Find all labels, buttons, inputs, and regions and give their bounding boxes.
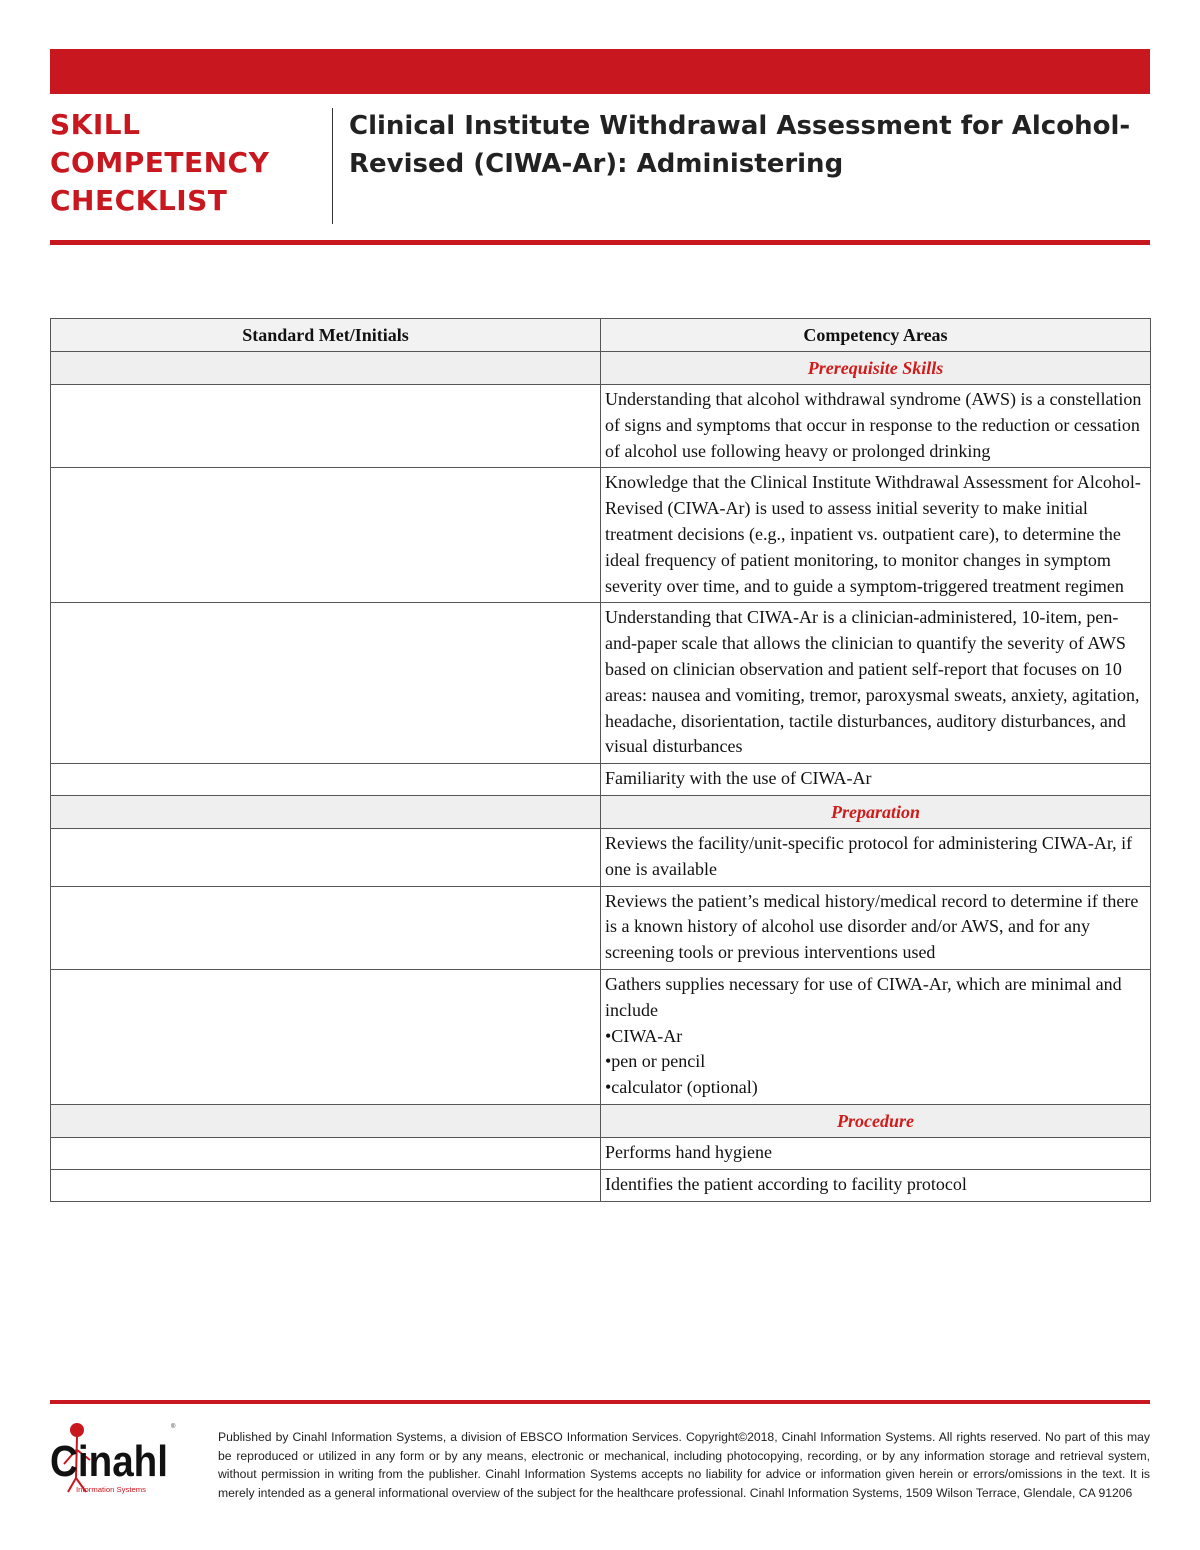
- header-rule: [50, 240, 1150, 245]
- competency-text: Gathers supplies necessary for use of CIWA-Ar, which are minimal and include: [605, 973, 1122, 1020]
- competency-text: Understanding that CIWA-Ar is a clinician-administered, 10-item, pen-and-paper scale that allows the clinician to quantify the severity of AWS based on clinician observation and patient self-report that focuses on 10 areas: nausea and vomiting, tremor, paroxysmal sweats, anxiety, agitation, headache, disorientation, tactile disturbances, auditory disturbances, and visual disturbances: [605, 607, 1140, 757]
- table-row: [51, 764, 1151, 796]
- competency-text: Identifies the patient according to facility protocol: [605, 1173, 967, 1194]
- standard-met-initials-cell[interactable]: [51, 385, 601, 468]
- section-header-row: [51, 1104, 1151, 1137]
- standard-met-initials-cell[interactable]: [51, 603, 601, 764]
- table-row: [51, 468, 1151, 603]
- section-title: Preparation: [601, 795, 1151, 828]
- table-row: [51, 969, 1151, 1104]
- competency-text: •calculator (optional): [605, 1077, 758, 1098]
- competency-text: Familiarity with the use of CIWA-Ar: [605, 768, 872, 789]
- standard-met-initials-cell[interactable]: [51, 468, 601, 603]
- section-header-row: [51, 352, 1151, 385]
- table-row: [51, 385, 1151, 468]
- section-title: Procedure: [601, 1104, 1151, 1137]
- standard-met-initials-cell[interactable]: [51, 1137, 601, 1169]
- cinahl-logo-wordmark: Cinahl: [50, 1437, 168, 1486]
- competency-text: Reviews the facility/unit-specific protocol for administering CIWA-Ar, if one is available: [605, 832, 1133, 879]
- column-header-competency-areas: Competency Areas: [601, 319, 1151, 352]
- label-line: SKILL: [50, 108, 141, 141]
- competency-text: •CIWA-Ar: [605, 1025, 683, 1046]
- cinahl-logo-tagline: Information Systems: [76, 1487, 147, 1494]
- section-title: Prerequisite Skills: [601, 352, 1151, 385]
- standard-met-initials-cell[interactable]: [51, 886, 601, 969]
- competency-checklist-table: [50, 318, 1151, 1202]
- cinahl-logo: [50, 1420, 178, 1500]
- copyright-notice: Published by Cinahl Information Systems, a division of EBSCO Information Services. Copyright©2018, Cinahl Information Systems. All rights reserved. No part of this may be reproduced or utilized in any form or by any means, electronic or mechanical, including photocopying, recording, or by any information storage and retrieval system, without permission in writing from the publisher. Cinahl Information Systems accepts no liability for advice or information given herein or errors/omissions in the text. It is merely intended as a general informational overview of the subject for the healthcare professional. Cinahl Information Systems, 1509 Wilson Terrace, Glendale, CA 91206: [218, 1430, 1150, 1500]
- table-row: [51, 828, 1151, 886]
- competency-text: •pen or pencil: [605, 1051, 706, 1072]
- standard-met-initials-cell[interactable]: [51, 764, 601, 796]
- document-title: Clinical Institute Withdrawal Assessment for Alcohol-Revised (CIWA-Ar): Administering: [349, 111, 1131, 179]
- section-spacer-cell: [51, 352, 601, 385]
- table-header-row: [51, 319, 1151, 352]
- section-spacer-cell: [51, 1104, 601, 1137]
- competency-area-cell: [601, 603, 1151, 764]
- competency-area-cell: [601, 969, 1151, 1104]
- competency-area-cell: [601, 385, 1151, 468]
- competency-area-cell: [601, 764, 1151, 796]
- competency-area-cell: [601, 468, 1151, 603]
- table-row: [51, 886, 1151, 969]
- competency-text: Understanding that alcohol withdrawal syndrome (AWS) is a constellation of signs and symptoms that occur in response to the reduction or cessation of alcohol use following heavy or prolonged drinking: [605, 389, 1142, 461]
- label-line: CHECKLIST: [50, 184, 228, 217]
- table-row: [51, 1137, 1151, 1169]
- competency-area-cell: [601, 1137, 1151, 1169]
- section-spacer-cell: [51, 795, 601, 828]
- label-line: COMPETENCY: [50, 146, 270, 179]
- competency-area-cell: [601, 828, 1151, 886]
- competency-area-cell: [601, 1169, 1151, 1201]
- competency-text: Reviews the patient’s medical history/medical record to determine if there is a known history of alcohol use disorder and/or AWS, and for any screening tools or previous interventions used: [605, 890, 1139, 963]
- top-banner-bar: [50, 49, 1150, 94]
- standard-met-initials-cell[interactable]: [51, 1169, 601, 1201]
- footer-rule: [50, 1400, 1150, 1404]
- registered-mark-icon: ®: [171, 1424, 176, 1430]
- competency-text: Knowledge that the Clinical Institute Withdrawal Assessment for Alcohol-Revised (CIWA-Ar) is used to assess initial severity to make initial treatment decisions (e.g., inpatient vs. outpatient care), to determine the ideal frequency of patient monitoring, to monitor changes in symptom severity over time, and to guide a symptom-triggered treatment regimen: [605, 472, 1141, 596]
- header-divider: [332, 108, 333, 224]
- standard-met-initials-cell[interactable]: [51, 828, 601, 886]
- section-header-row: [51, 795, 1151, 828]
- table-body: [51, 352, 1151, 1202]
- skill-competency-checklist-label: [50, 106, 320, 220]
- standard-met-initials-cell[interactable]: [51, 969, 601, 1104]
- competency-text: Performs hand hygiene: [605, 1141, 772, 1162]
- table-row: [51, 1169, 1151, 1201]
- table-row: [51, 603, 1151, 764]
- competency-area-cell: [601, 886, 1151, 969]
- column-header-standard-met: Standard Met/Initials: [51, 319, 601, 352]
